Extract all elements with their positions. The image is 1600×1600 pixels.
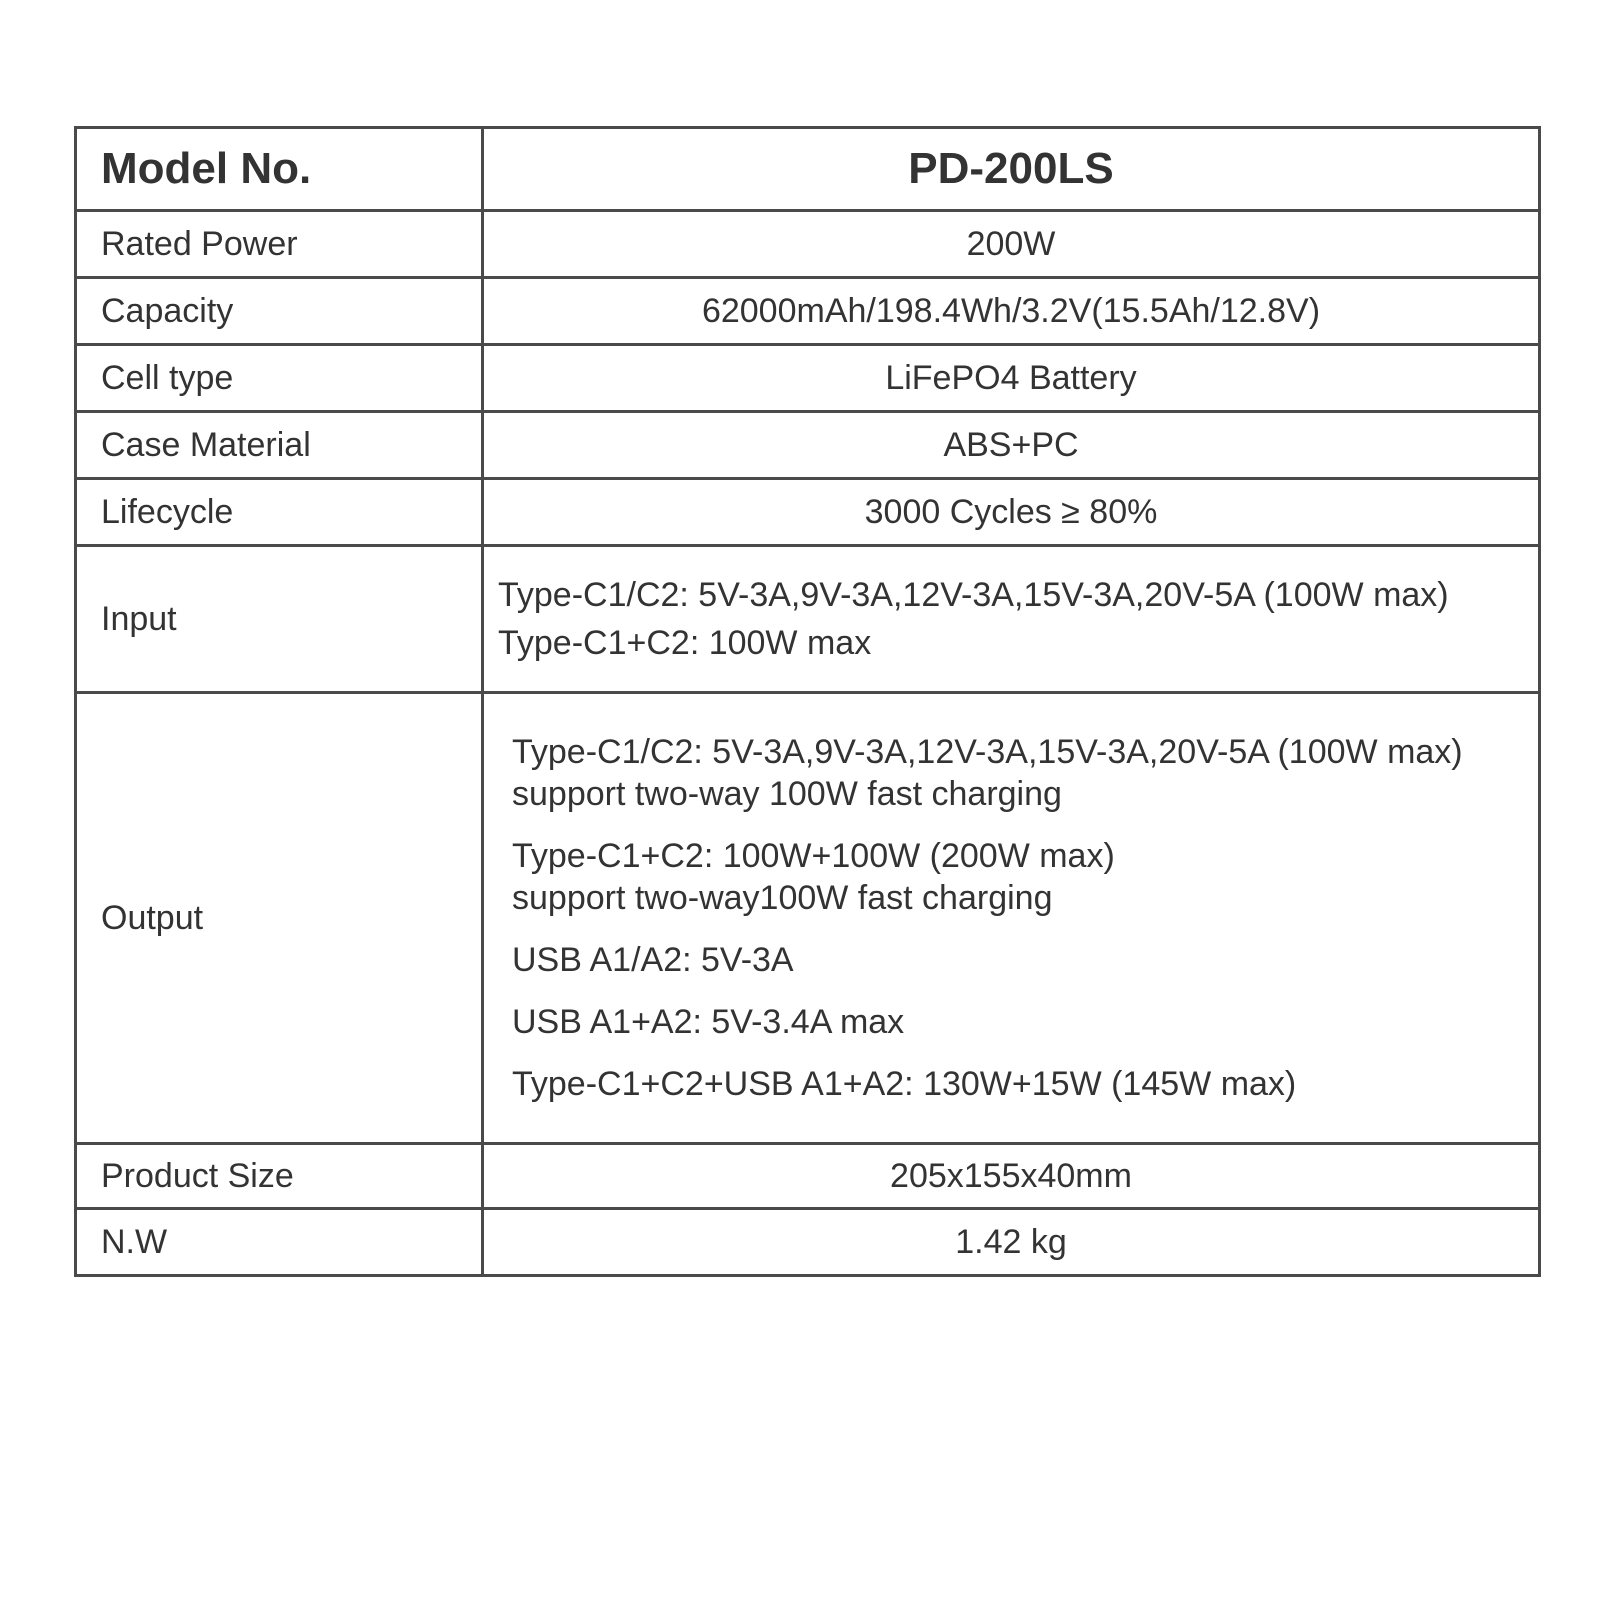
output-line: support two-way 100W fast charging: [512, 775, 1062, 813]
lifecycle-value: 3000 Cycles ≥ 80%: [483, 479, 1540, 546]
input-line: Type-C1+C2: 100W max: [498, 624, 872, 662]
output-group: [512, 1063, 1538, 1105]
cell-type-label: Cell type: [76, 345, 483, 412]
input-value: [483, 546, 1540, 693]
cell-type-row: [76, 345, 1540, 412]
model-value: PD-200LS: [483, 128, 1540, 211]
model-row: [76, 128, 1540, 211]
cell-type-value: LiFePO4 Battery: [483, 345, 1540, 412]
output-line: Type-C1+C2+USB A1+A2: 130W+15W (145W max): [512, 1065, 1297, 1103]
case-material-row: [76, 412, 1540, 479]
case-material-label: Case Material: [76, 412, 483, 479]
model-label: Model No.: [76, 128, 483, 211]
output-row: [76, 693, 1540, 1144]
product-size-row: [76, 1144, 1540, 1209]
output-line: USB A1/A2: 5V-3A: [512, 941, 794, 979]
case-material-value: ABS+PC: [483, 412, 1540, 479]
input-line: Type-C1/C2: 5V-3A,9V-3A,12V-3A,15V-3A,20V-5A (100W max): [498, 576, 1449, 614]
output-label: Output: [76, 693, 483, 1144]
output-group: [512, 1001, 1538, 1043]
rated-power-row: [76, 211, 1540, 278]
output-line: Type-C1+C2: 100W+100W (200W max): [512, 837, 1115, 875]
lifecycle-label: Lifecycle: [76, 479, 483, 546]
spec-table: [74, 126, 1541, 1277]
output-line: support two-way100W fast charging: [512, 879, 1053, 917]
product-size-value: 205x155x40mm: [483, 1144, 1540, 1209]
output-line: Type-C1/C2: 5V-3A,9V-3A,12V-3A,15V-3A,20V-5A (100W max): [512, 733, 1463, 771]
capacity-value: 62000mAh/198.4Wh/3.2V(15.5Ah/12.8V): [483, 278, 1540, 345]
output-line: USB A1+A2: 5V-3.4A max: [512, 1003, 905, 1041]
net-weight-row: [76, 1209, 1540, 1276]
rated-power-value: 200W: [483, 211, 1540, 278]
input-label: Input: [76, 546, 483, 693]
capacity-label: Capacity: [76, 278, 483, 345]
capacity-row: [76, 278, 1540, 345]
product-size-label: Product Size: [76, 1144, 483, 1209]
net-weight-value: 1.42 kg: [483, 1209, 1540, 1276]
output-value: [483, 693, 1540, 1144]
net-weight-label: N.W: [76, 1209, 483, 1276]
rated-power-label: Rated Power: [76, 211, 483, 278]
output-group: [512, 835, 1538, 919]
lifecycle-row: [76, 479, 1540, 546]
output-group: [512, 731, 1538, 815]
output-group: [512, 939, 1538, 981]
input-row: [76, 546, 1540, 693]
